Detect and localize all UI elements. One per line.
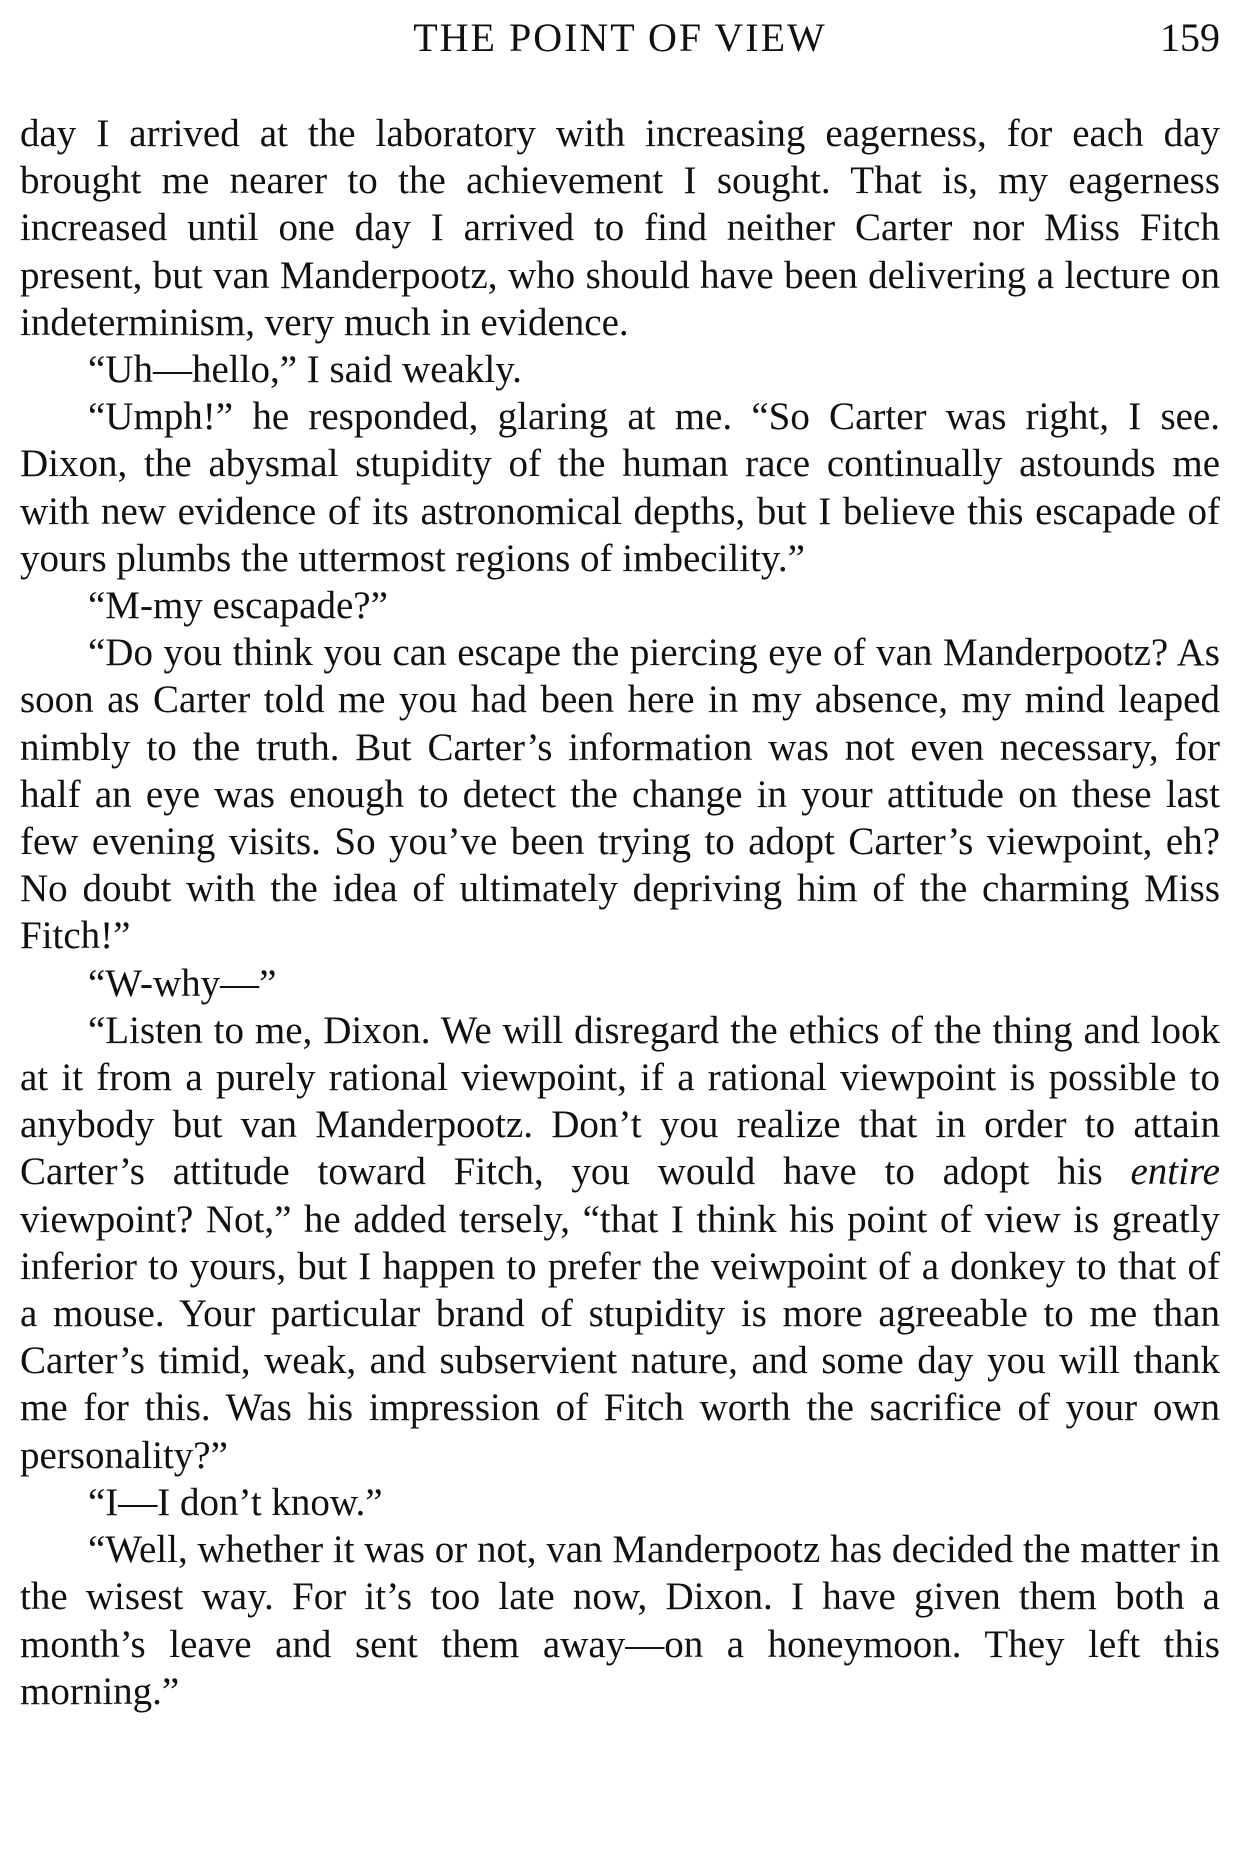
paragraph: “W-why—” [88,961,277,1005]
paragraph: “Do you think you can escape the piercing eye of van Manderpootz? As soon as Carter told me you had been here in my absence, my mind leaped nimbly to the truth. But Carter’s information was not even necessary, for half an eye was enough to detect the change in your attitude on these last few evening visits. So you’ve been trying to adopt Carter’s viewpoint, eh? No doubt with the idea of ultimately depriving him of the charming Miss Fitch!” [20,631,1220,958]
running-head [20,14,1220,66]
running-title: THE POINT OF VIEW [413,15,827,60]
paragraph: “M-my escapade?” [88,584,388,628]
page-number: 159 [1160,15,1220,60]
paragraph: “Well, whether it was or not, van Manderpootz has decided the matter in the wisest way. For it’s too late now, Dixon. I have given them both a month’s leave and sent them away—on a honeymoon. They left this morning.” [20,1528,1220,1713]
emphasized-word: entire [1130,1150,1220,1194]
paragraph: “I—I don’t know.” [88,1480,383,1524]
book-page [20,14,1220,1715]
paragraph: “Umph!” he responded, glaring at me. “So Carter was right, I see. Dixon, the abysmal stupidity of the human race continually astounds me with new evidence of its astronomical depths, but I believe this escapade of yours plumbs the uttermost regions of imbecility.” [20,395,1220,580]
body-text [20,110,1220,1715]
paragraph: “Uh—hello,” I said weakly. [88,348,522,392]
paragraph-text: viewpoint? Not,” he added tersely, “that I think his point of view is greatly inferior to yours, but I happen to prefer the veiwpoint of a donkey to that of a mouse. Your particular brand of stupidity is more agreeable to me than Carter’s timid, weak, and subservient nature, and some day you will thank me for this. Was his impression of Fitch worth the sacrifice of your own personality?” [20,1197,1220,1477]
paragraph-text: “Listen to me, Dixon. We will disregard the ethics of the thing and look at it from a purely rational viewpoint, if a rational viewpoint is possible to anybody but van Manderpootz. Don’t you realize that in order to attain Carter’s attitude toward Fitch, you would have to adopt his [20,1008,1220,1194]
paragraph [20,1007,1220,1479]
paragraph: day I arrived at the laboratory with increasing eagerness, for each day brought me nearer to the achievement I sought. That is, my eagerness increased until one day I arrived to find neither Carter nor Miss Fitch present, but van Manderpootz, who should have been delivering a lecture on indeterminism, very much in evidence. [20,112,1220,344]
